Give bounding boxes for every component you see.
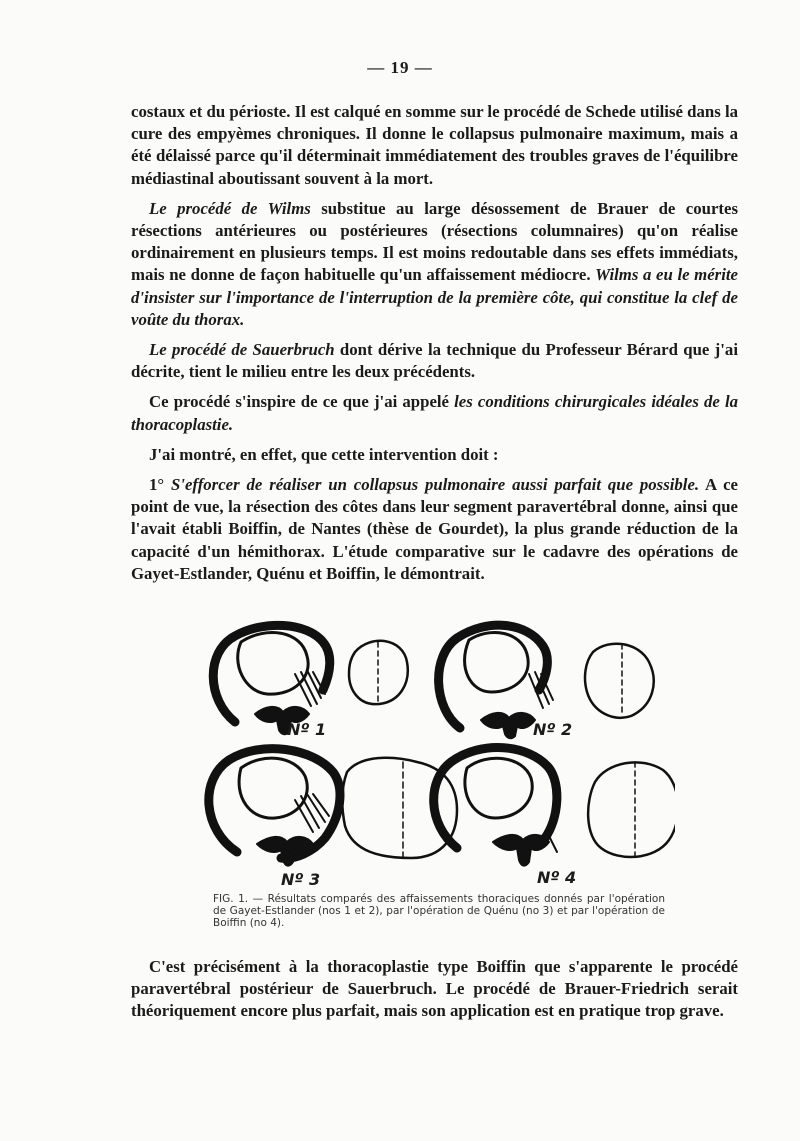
wilms-text: substitue au large désossement de Brauer de courtes résections antérieures ou postérieures (résections columnaires) qu'on réalise ordinairement en plusieurs temps. Il est moins redoutable dans ses effets immédiats, mais ne donne de façon habituelle qu'un affaissement médiocre. <box>131 198 738 285</box>
conditions-emphasis: les conditions chirurgicales idéales de la thoracoplastie. <box>131 392 739 434</box>
page-number: — 19 — <box>367 58 433 77</box>
body-text-main <box>131 101 738 593</box>
paragraph-wilms <box>131 198 738 331</box>
point-1-emphasis: S'efforcer de réaliser un collapsus pulmonaire aussi parfait que possible. <box>170 475 700 495</box>
paragraph-intervention <box>131 444 738 466</box>
wilms-emphasis: Wilms a eu le mérite d'insister sur l'importance de l'interruption de la première côte, qui constitue la clef de voûte du thorax. <box>131 265 738 329</box>
paragraph-1 <box>131 101 738 190</box>
intervention-text: J'ai montré, en effet, que cette intervention doit : <box>149 444 499 464</box>
sauerbruch-heading: Le procédé de Sauerbruch <box>149 340 335 360</box>
paragraph-1-text: costaux et du périoste. Il est calqué en somme sur le procédé de Schede utilisé dans la cure des empyèmes chroniques. Il donne le collapsus pulmonaire maximum, mais a été délaissé parce qu'il déterminait immédiatement des troubles graves de l'équilibre médiastinal aboutissant souvent à la mort. <box>131 102 738 188</box>
thorax-section-1 <box>213 625 408 734</box>
thorax-section-4 <box>434 748 675 866</box>
conditions-text: Ce procédé s'inspire de ce que j'ai appelé <box>149 392 455 412</box>
figure-thorax-sections <box>195 612 675 902</box>
point-1-number: 1° <box>149 475 171 495</box>
figure-label-2: Nº 2 <box>533 720 573 739</box>
point-1-text: A ce point de vue, la résection des côtes dans leur segment paravertébral donne, ainsi que l'avait établi Boiffin, de Nantes (thèse de Gourdet), la plus grande réduction de la capacité d'un hémithorax. L'étude comparative sur le cadavre des opérations de Gayet-Estlander, Quénu et Boiffin, le démontrait. <box>131 475 738 583</box>
closing-paragraph: C'est précisément à la thoracoplastie type Boiffin que s'apparente le procédé paravertébral postérieur de Sauerbruch. Le procédé de Brauer-Friedrich serait théoriquement encore plus parfait, mais son application est en pratique trop grave. <box>131 957 738 1021</box>
figure-label-4: Nº 4 <box>537 868 577 887</box>
figure-drawing <box>195 612 675 902</box>
figure-label-3: Nº 3 <box>281 870 321 889</box>
figure-label-1: Nº 1 <box>287 720 327 739</box>
sauerbruch-text: dont dérive la technique du Professeur Bérard que j'ai décrite, tient le milieu entre les deux précédents. <box>131 340 738 382</box>
body-text-closing <box>131 956 738 1031</box>
figure-caption: FIG. 1. — Résultats comparés des affaissements thoraciques donnés par l'opération de Gayet-Estlander (nos 1 et 2), par l'opération de Quénu (no 3) et par l'opération de Boiffin (no 4). <box>213 893 665 929</box>
paragraph-point-1 <box>131 474 738 585</box>
thorax-section-3 <box>209 749 457 866</box>
wilms-heading: Le procédé de Wilms <box>149 198 311 218</box>
paragraph-sauerbruch <box>131 339 738 383</box>
paragraph-conditions <box>131 391 738 435</box>
